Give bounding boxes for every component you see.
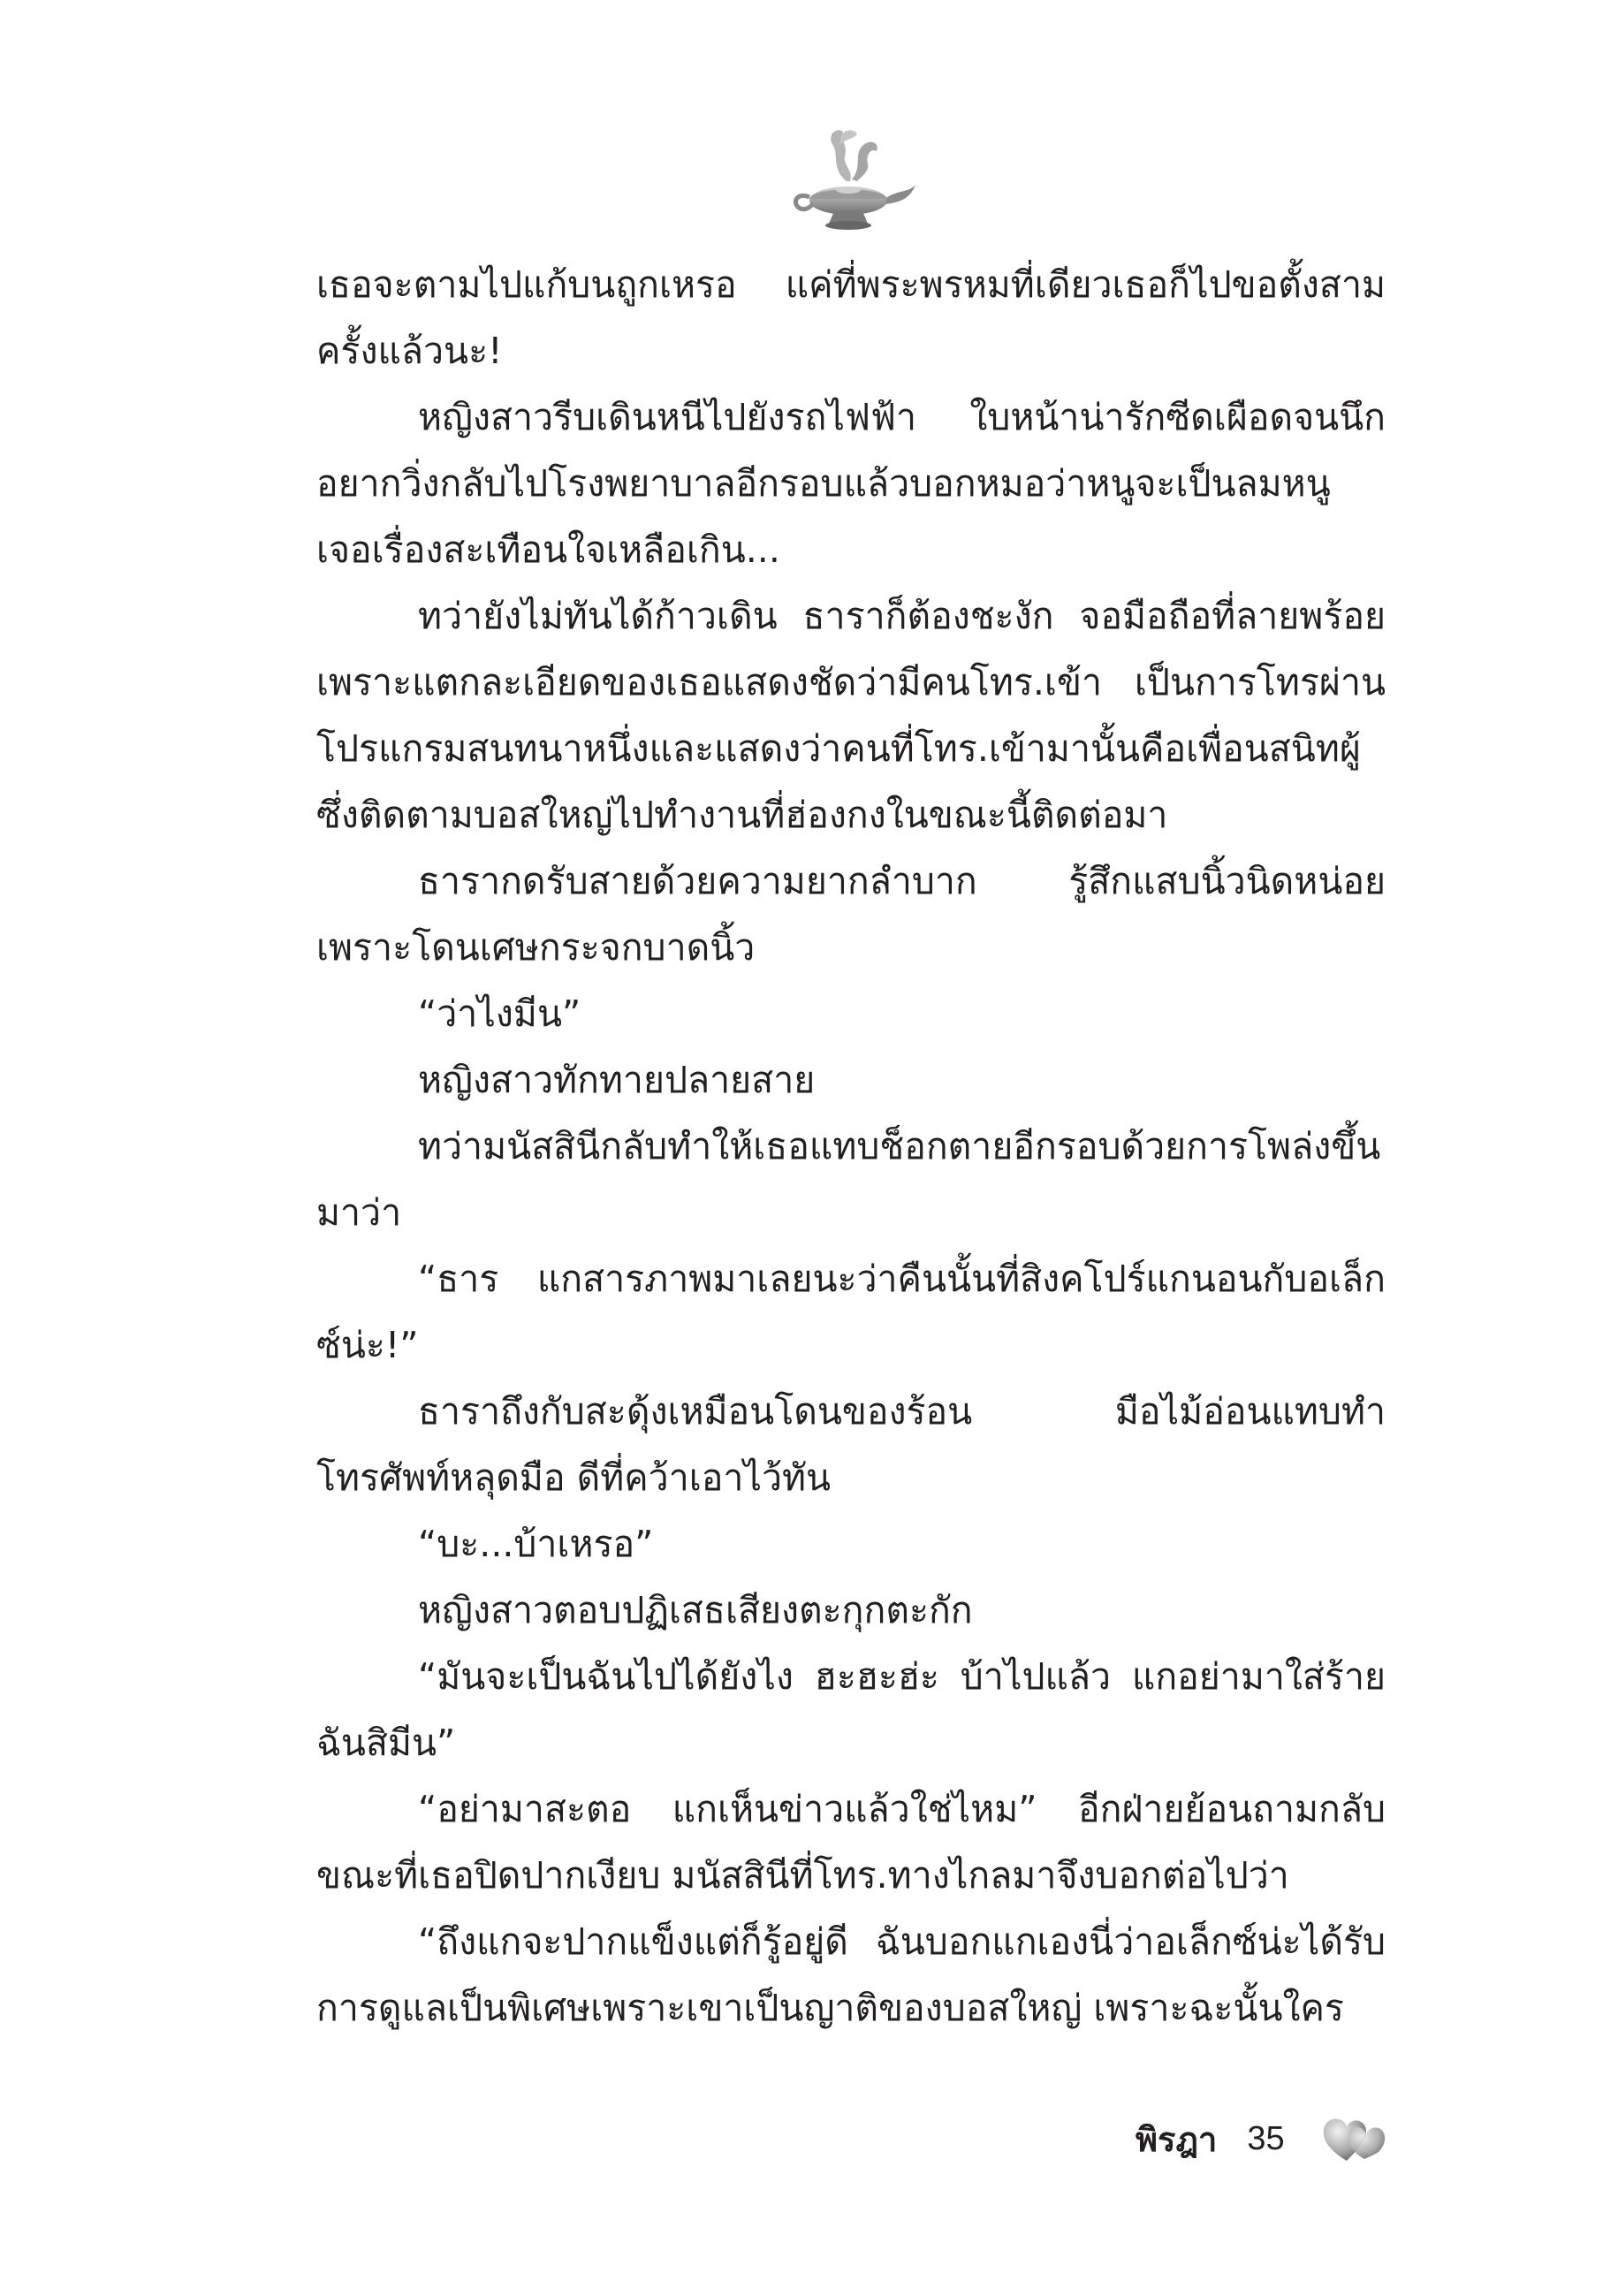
author-name: พิรฎา xyxy=(1136,2119,1218,2159)
paragraph: “ว่าไงมีน” xyxy=(418,992,581,1035)
paragraph: ทว่ายังไม่ทันได้ก้าวเดิน ธาราก็ต้องชะงัก จอมือถือที่ลายพร้อยเพราะแตกละเอียดของเธอแสดงชัดว่ามีคนโทร.เข้า เป็นการโทรผ่านโปรแกรมสนทนาหนึ่งและแสดงว่าคนที่โทร.เข้ามานั้นคือเพื่อนสนิทผู้ซึ่งติดตามบอสใหญ่ไปทำงานที่ฮ่องกงในขณะนี้ติดต่อมา xyxy=(316,595,1386,836)
paragraph: “มันจะเป็นฉันไปได้ยังไง ฮะฮะฮ่ะ บ้าไปแล้ว แกอย่ามาใส่ร้ายฉันสิมีน” xyxy=(316,1655,1386,1764)
paragraph: เธอจะตามไปแก้บนถูกเหรอ แค่ที่พระพรหมที่เดียวเธอก็ไปขอตั้งสามครั้งแล้วนะ! xyxy=(316,263,1386,372)
page-number: 35 xyxy=(1247,2119,1285,2157)
hearts-icon xyxy=(1320,2111,1389,2166)
paragraph: “บะ...บ้าเหรอ” xyxy=(418,1523,654,1565)
paragraph: “ธาร แกสารภาพมาเลยนะว่าคืนนั้นที่สิงคโปร์แกนอนกับอเล็กซ์น่ะ!” xyxy=(316,1258,1386,1366)
paragraph: หญิงสาวทักทายปลายสาย xyxy=(418,1059,816,1101)
body-text xyxy=(316,252,1386,2041)
paragraph: หญิงสาวรีบเดินหนีไปยังรถไฟฟ้า ใบหน้าน่ารักซีดเผือดจนนึกอยากวิ่งกลับไปโรงพยาบาลอีกรอบแล้วบอกหมอว่าหนูจะเป็นลมหนูเจอเรื่องสะเทือนใจเหลือเกิน... xyxy=(316,396,1386,571)
paragraph: ธารากดรับสายด้วยความยากลำบาก รู้สึกแสบนิ้วนิดหน่อยเพราะโดนเศษกระจกบาดนิ้ว xyxy=(316,860,1386,969)
paragraph: “อย่ามาสะตอ แกเห็นข่าวแล้วใช่ไหม” อีกฝ่ายย้อนถามกลับขณะที่เธอปิดปากเงียบ มนัสสินีที่โทร.ทางไกลมาจึงบอกต่อไปว่า xyxy=(316,1788,1386,1897)
paragraph: หญิงสาวตอบปฏิเสธเสียงตะกุกตะกัก xyxy=(418,1589,973,1631)
paragraph: “ถึงแกจะปากแข็งแต่ก็รู้อยู่ดี ฉันบอกแกเองนี่ว่าอเล็กซ์น่ะได้รับการดูแลเป็นพิเศษเพราะเขาเป็นญาติของบอสใหญ่ เพราะฉะนั้นใคร xyxy=(316,1920,1386,2029)
paragraph: ธาราถึงกับสะดุ้งเหมือนโดนของร้อน มือไม้อ่อนแทบทำโทรศัพท์หลุดมือ ดีที่คว้าเอาไว้ทัน xyxy=(316,1390,1386,1499)
paragraph: ทว่ามนัสสินีกลับทำให้เธอแทบช็อกตายอีกรอบด้วยการโพล่งขึ้นมาว่า xyxy=(316,1125,1381,1234)
page-footer xyxy=(1136,2103,1389,2174)
genie-lamp-icon xyxy=(778,119,919,234)
